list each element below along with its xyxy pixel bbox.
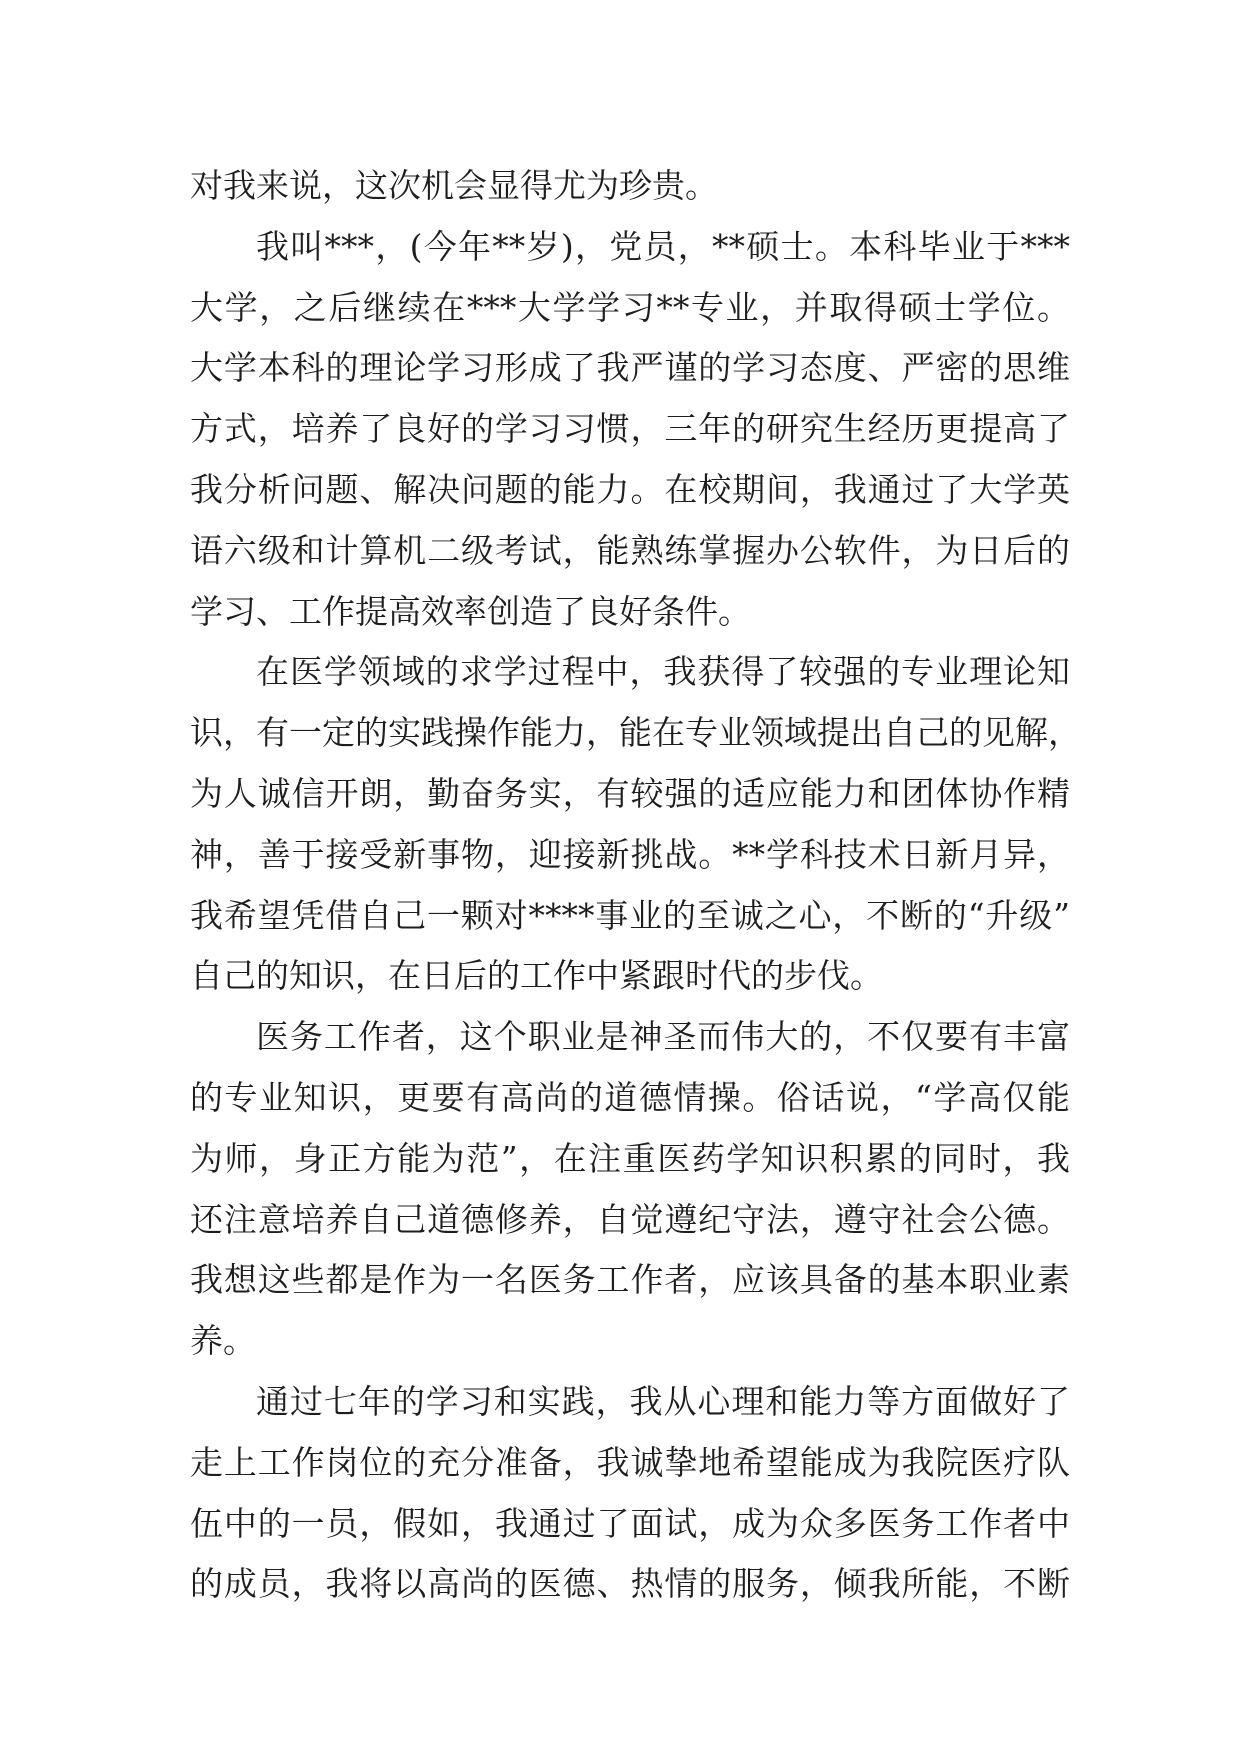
- paragraph-line: 语六级和计算机二级考试，能熟练掌握办公软件，为日后的: [190, 530, 1070, 570]
- paragraph-line: 大学，之后继续在***大学学习**专业，并取得硕士学位。: [190, 287, 1070, 327]
- paragraph-line: 走上工作岗位的充分准备，我诚挚地希望能成为我院医疗队: [190, 1442, 1070, 1482]
- paragraph-line: 我希望凭借自己一颗对****事业的至诚之心，不断的“升级”: [190, 895, 1070, 935]
- paragraph-line: 对我来说，这次机会显得尤为珍贵。: [190, 166, 718, 205]
- paragraph-line: 方式，培养了良好的学习习惯，三年的研究生经历更提高了: [190, 409, 1070, 449]
- paragraph-line: 我分析问题、解决问题的能力。在校期间，我通过了大学英: [190, 469, 1070, 509]
- body-text: [190, 156, 1081, 1615]
- paragraph-line: 医务工作者，这个职业是神圣而伟大的，不仅要有丰富: [256, 1017, 1070, 1057]
- paragraph-line: 我叫***，(今年**岁)，党员，**硕士。本科毕业于***: [256, 226, 1070, 266]
- paragraph-line: 养。: [190, 1321, 256, 1361]
- paragraph-line: 为师，身正方能为范”，在注重医药学知识积累的同时，我: [190, 1138, 1070, 1178]
- paragraph-line: 我想这些都是作为一名医务工作者，应该具备的基本职业素: [190, 1260, 1070, 1300]
- paragraph-line: 的专业知识，更要有高尚的道德情操。俗话说，“学高仅能: [190, 1077, 1070, 1117]
- paragraph-line: 学习、工作提高效率创造了良好条件。: [190, 591, 751, 631]
- paragraph-line: 识，有一定的实践操作能力，能在专业领域提出自己的见解，: [190, 713, 1081, 753]
- paragraph-line: 神，善于接受新事物，迎接新挑战。**学科技术日新月异，: [190, 834, 1070, 874]
- paragraph-line: 通过七年的学习和实践，我从心理和能力等方面做好了: [256, 1381, 1070, 1421]
- paragraph-line: 自己的知识，在日后的工作中紧跟时代的步伐。: [190, 956, 883, 996]
- paragraph-line: 伍中的一员，假如，我通过了面试，成为众多医务工作者中: [190, 1503, 1070, 1543]
- paragraph-line: 为人诚信开朗，勤奋务实，有较强的适应能力和团体协作精: [190, 773, 1070, 813]
- paragraph-line: 大学本科的理论学习形成了我严谨的学习态度、严密的思维: [190, 348, 1070, 388]
- paragraph-line: 在医学领域的求学过程中，我获得了较强的专业理论知: [256, 652, 1070, 692]
- paragraph-line: 还注意培养自己道德修养，自觉遵纪守法，遵守社会公德。: [190, 1199, 1070, 1239]
- paragraph-line: 的成员，我将以高尚的医德、热情的服务，倾我所能，不断: [190, 1564, 1070, 1604]
